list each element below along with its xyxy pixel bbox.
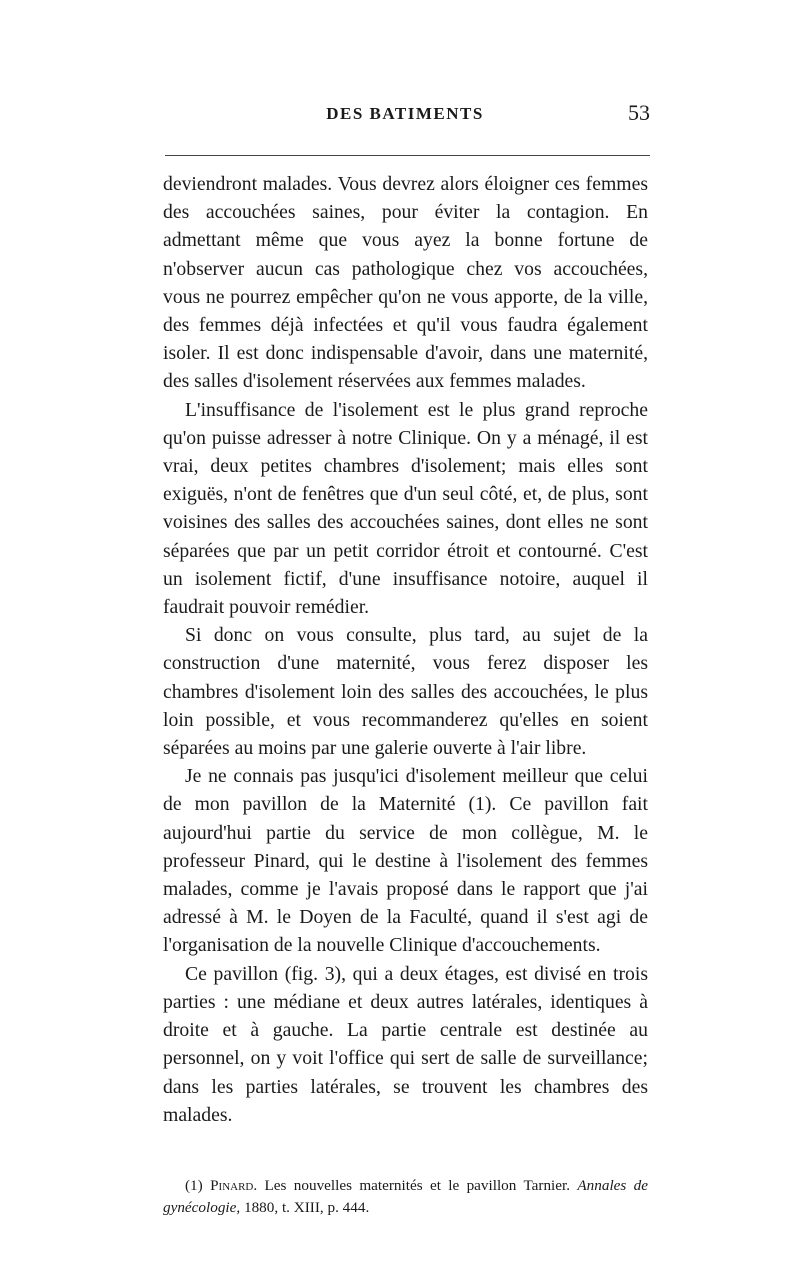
running-head	[165, 100, 650, 134]
header-rule	[165, 155, 650, 156]
paragraph-5: Ce pavillon (fig. 3), qui a deux étages, est divisé en trois parties : une médiane et deux autres latérales, identiques à droite et à gauche. La partie centrale est destinée au personnel, on y voit l'office qui sert de salle de surveillance; dans les parties latérales, se trouvent les chambres des malades.	[163, 962, 648, 1126]
footnote	[163, 1175, 648, 1219]
paragraph-4: Je ne connais pas jusqu'ici d'isolement meilleur que celui de mon pavillon de la Maternité (1). Ce pavillon fait aujourd'hui partie du service de mon collègue, M. le professeur Pinard, qui le destine à l'isolement des femmes malades, comme je l'avais proposé dans le rapport que j'ai adressé à M. le Doyen de la Faculté, quand il s'est agi de l'organisation de la nouvelle Clinique d'accouchements.	[163, 765, 648, 957]
body-text	[163, 170, 648, 1129]
paragraph-2: L'insuffisance de l'isolement est le plus grand reproche qu'on puisse adresser à notre Clinique. On y a ménagé, il est vrai, deux petites chambres d'isolement; mais elles sont exiguës, n'ont de fenêtres que d'un seul côté, et, de plus, sont voisines des salles des accouchées saines, dont elles ne sont séparées que par un petit corridor étroit et contourné. C'est un isolement fictif, d'une insuffisance notoire, auquel il faudrait pouvoir remédier.	[163, 398, 648, 619]
paragraph-3: Si donc on vous consulte, plus tard, au sujet de la construction d'une maternité, vous ferez disposer les chambres d'isolement loin des salles des accouchées, le plus loin possible, et vous recommanderez qu'elles en soient séparées au moins par une galerie ouverte à l'air libre.	[163, 624, 648, 760]
footnote-citation: , 1880, t. XIII, p. 444.	[236, 1199, 370, 1216]
running-title: DES BATIMENTS	[326, 104, 484, 123]
footnote-text: Les nouvelles maternités et le pavillon Tarnier.	[257, 1177, 578, 1194]
footnote-author: Pinard.	[210, 1177, 258, 1194]
page-number: 53	[628, 100, 650, 125]
footnote-journal: Annales de gynécologie	[163, 1177, 649, 1216]
paragraph-1: deviendront malades. Vous devrez alors éloigner ces femmes des accouchées saines, pour éviter la contagion. En admettant même que vous ayez la bonne fortune de n'observer aucun cas pathologique chez vos accouchées, vous ne pourrez empêcher qu'on ne vous apporte, de la ville, des femmes déjà infectées et qu'il vous faudra également isoler. Il est donc indispensable d'avoir, dans une maternité, des salles d'isolement réservées aux femmes malades.	[163, 173, 648, 393]
footnote-marker: (1)	[185, 1177, 203, 1194]
